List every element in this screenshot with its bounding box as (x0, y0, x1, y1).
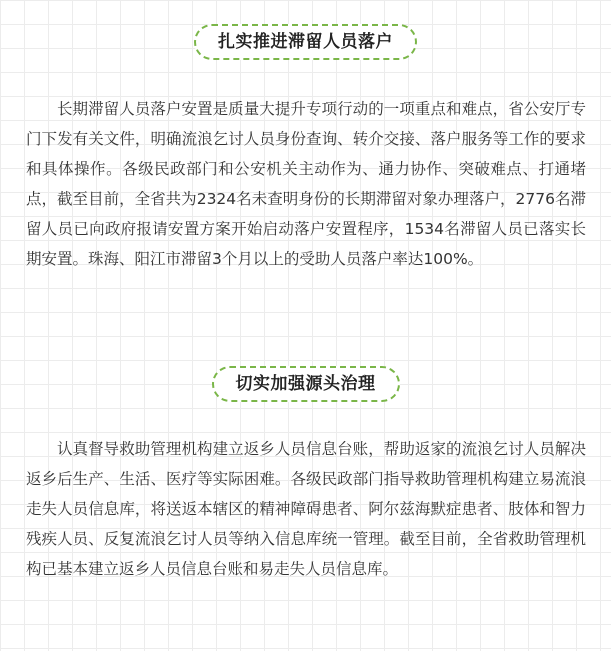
section-heading-2: 切实加强源头治理 (212, 366, 400, 402)
heading-center-2 (0, 366, 611, 402)
section-heading-2-wrap (0, 366, 611, 402)
section-heading-1: 扎实推进滞留人员落户 (194, 24, 417, 60)
section-paragraph-2: 认真督导救助管理机构建立返乡人员信息台账，帮助返家的流浪乞讨人员解决返乡后生产、生活、医疗等实际困难。各级民政部门指导救助管理机构建立易流浪走失人员信息库，将送返本辖区的精神障碍患者、阿尔兹海默症患者、肢体和智力残疾人员、反复流浪乞讨人员等纳入信息库统一管理。截至目前，全省救助管理机构已基本建立返乡人员信息台账和易走失人员信息库。 (26, 440, 586, 578)
section-paragraph-1: 长期滞留人员落户安置是质量大提升专项行动的一项重点和难点，省公安厅专门下发有关文件，明确流浪乞讨人员身份查询、转介交接、落户服务等工作的要求和具体操作。各级民政部门和公安机关主动作为、通力协作、突破难点、打通堵点，截至目前，全省共为2324名未查明身份的长期滞留对象办理落户，2776名滞留人员已向政府报请安置方案开始启动落户安置程序，1534名滞留人员已落实长期安置。珠海、阳江市滞留3个月以上的受助人员落户率达100%。 (26, 100, 586, 268)
heading-center-1 (0, 24, 611, 60)
section-heading-1-wrap (0, 24, 611, 60)
